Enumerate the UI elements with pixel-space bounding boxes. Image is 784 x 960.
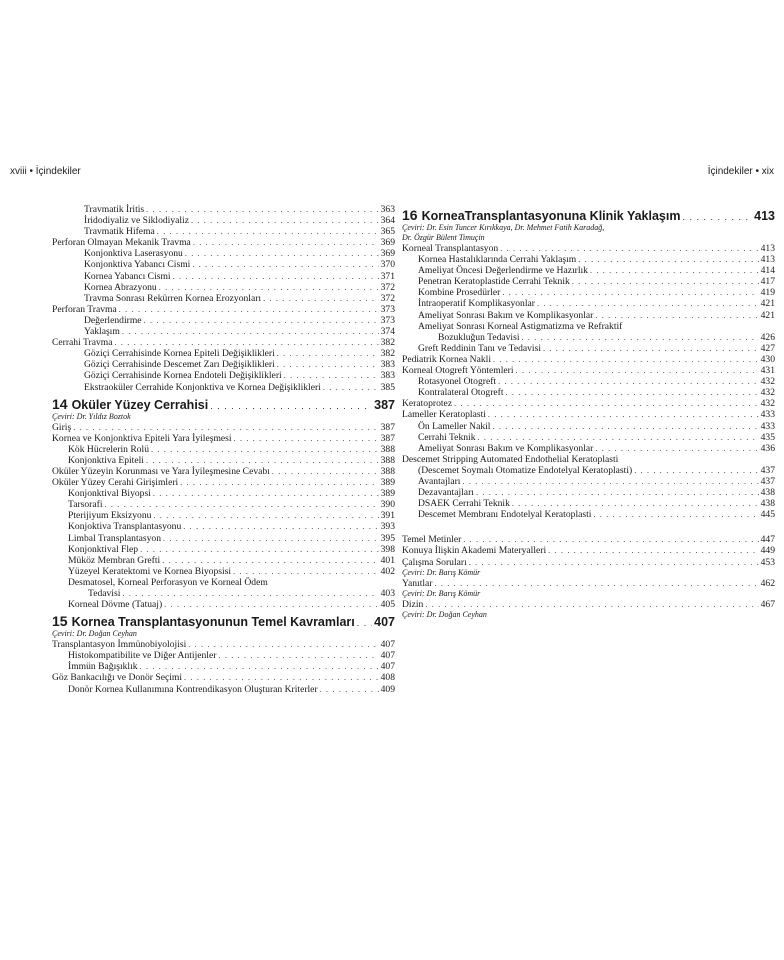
toc-entry-title: Dezavantajları xyxy=(418,487,474,499)
toc-entry-title: Korneal Dövme (Tatuaj) xyxy=(68,599,163,611)
dot-leader xyxy=(284,370,379,381)
dot-leader xyxy=(233,566,379,577)
dot-leader xyxy=(595,310,758,321)
toc-entry xyxy=(52,204,395,215)
dot-leader xyxy=(492,421,758,432)
toc-entry xyxy=(52,237,395,248)
dot-leader xyxy=(323,382,379,393)
dot-leader xyxy=(210,399,372,414)
toc-entry-page: 390 xyxy=(380,499,395,511)
toc-entry-title: Pterijiyum Eksizyonu xyxy=(68,510,152,522)
dot-leader xyxy=(277,359,379,370)
dot-leader xyxy=(191,215,379,226)
toc-entry-title: Descemet Membranı Endotelyal Keratoplasti xyxy=(418,509,592,521)
dot-leader xyxy=(163,533,379,544)
chapter-page: 413 xyxy=(754,209,775,223)
toc-entry-page: 405 xyxy=(380,599,395,611)
toc-entry xyxy=(402,421,775,432)
translator-credit: Çeviri: Dr. Esin Tuncer Kırıkkaya, Dr. Mehmet Fatih Karadağ, xyxy=(402,223,605,232)
toc-entry xyxy=(52,521,395,532)
toc-left-column xyxy=(52,204,395,695)
toc-entry xyxy=(402,409,775,420)
dot-leader xyxy=(320,684,379,695)
toc-entry xyxy=(402,432,775,443)
toc-entry-page: 401 xyxy=(380,554,395,566)
toc-entry-page: 414 xyxy=(760,265,775,277)
toc-entry xyxy=(402,265,775,276)
toc-entry-page: 409 xyxy=(380,683,395,695)
toc-entry-page: 373 xyxy=(380,314,395,326)
toc-entry-page: 371 xyxy=(380,270,395,282)
toc-entry-title: Ön Lameller Nakil xyxy=(418,420,491,432)
dot-leader xyxy=(516,365,759,376)
toc-entry-title: Donör Kornea Kullanımına Kontrendikasyon Oluşturan Kriterler xyxy=(68,683,318,695)
chapter-heading xyxy=(52,614,395,629)
dot-leader xyxy=(500,243,758,254)
toc-entry xyxy=(402,509,775,520)
toc-entry-title: Konjonktiva Laserasyonu xyxy=(84,248,183,260)
toc-entry xyxy=(52,477,395,488)
toc-entry-page: 433 xyxy=(760,420,775,432)
toc-entry-page: 395 xyxy=(380,532,395,544)
toc-entry xyxy=(402,332,775,343)
dot-leader xyxy=(164,599,378,610)
toc-entry-title: Konjonktival Biyopsi xyxy=(68,488,151,500)
toc-entry xyxy=(52,359,395,370)
toc-entry-title: Kornea Abrazyonu xyxy=(84,281,157,293)
toc-entry-title: Bozukluğun Tedavisi xyxy=(438,331,520,343)
toc-entry xyxy=(402,398,775,409)
toc-entry-page: 389 xyxy=(380,488,395,500)
toc-entry-title: Konjoktiva Transplantasyonu xyxy=(68,521,182,533)
toc-entry-title: Histokompatibilite ve Diğer Antijenler xyxy=(68,650,217,662)
toc-entry-page: 364 xyxy=(380,215,395,227)
toc-entry xyxy=(402,443,775,454)
translator-credit: Çeviri: Dr. Barış Kömür xyxy=(402,588,481,598)
toc-entry xyxy=(402,376,775,387)
toc-entry xyxy=(402,287,775,298)
toc-entry-title: Kontralateral Otogreft xyxy=(418,387,504,399)
dot-leader xyxy=(140,544,379,555)
dot-leader xyxy=(153,510,378,521)
dot-leader xyxy=(277,348,379,359)
dot-leader xyxy=(183,521,378,532)
toc-entry-page: 387 xyxy=(380,421,395,433)
toc-entry xyxy=(402,454,775,465)
toc-entry-title: Konjonktival Flep xyxy=(68,543,139,555)
toc-entry xyxy=(52,499,395,510)
toc-entry-title: Pediatrik Kornea Nakli xyxy=(402,353,491,365)
toc-entry-title: Lameller Keratoplasti xyxy=(402,409,486,421)
dot-leader xyxy=(498,376,759,387)
toc-entry-title: Giriş xyxy=(52,421,72,433)
dot-leader xyxy=(73,422,378,433)
toc-entry-title: Tarsorafi xyxy=(68,499,103,511)
toc-entry xyxy=(402,476,775,487)
toc-entry xyxy=(52,588,395,599)
toc-entry xyxy=(402,545,775,556)
toc-entry-title: Ameliyat Sonrası Bakım ve Komplikasyonlar xyxy=(418,442,594,454)
toc-entry-page: 407 xyxy=(380,650,395,662)
dot-leader xyxy=(192,259,378,270)
toc-entry-title: DSAEK Cerrahi Teknik xyxy=(418,498,510,510)
toc-entry-page: 432 xyxy=(760,398,775,410)
toc-entry-page: 385 xyxy=(380,381,395,393)
dot-leader xyxy=(193,237,379,248)
translator-credit: Çeviri: Dr. Doğan Ceyhan xyxy=(402,609,487,619)
toc-entry-page: 421 xyxy=(760,309,775,321)
dot-leader xyxy=(593,509,758,520)
toc-entry xyxy=(402,578,775,589)
toc-entry-title: İntraoperatif Komplikasyonlar xyxy=(418,298,535,310)
toc-entry-page: 438 xyxy=(760,487,775,499)
toc-entry-page: 363 xyxy=(380,204,395,215)
dot-leader xyxy=(682,210,752,225)
chapter-number: 15 xyxy=(52,613,68,630)
toc-entry-title: Ameliyat Sonrası Bakım ve Komplikasyonlar xyxy=(418,309,594,321)
toc-entry-page: 369 xyxy=(380,237,395,249)
toc-entry xyxy=(52,544,395,555)
toc-entry-title: Kombine Prosedürler xyxy=(418,287,501,299)
toc-entry xyxy=(402,343,775,354)
toc-entry-page: 393 xyxy=(380,521,395,533)
toc-entry xyxy=(402,557,775,568)
toc-entry-title: Oküler Yüzeyin Korunması ve Yara İyileşmesine Cevabı xyxy=(52,465,270,477)
toc-entry xyxy=(52,650,395,661)
toc-entry xyxy=(402,498,775,509)
toc-entry-title: Konjonktiva Epiteli xyxy=(68,454,144,466)
toc-entry xyxy=(52,672,395,683)
toc-entry xyxy=(402,276,775,287)
toc-entry-page: 391 xyxy=(380,510,395,522)
dot-leader xyxy=(463,534,758,545)
toc-entry-page: 407 xyxy=(380,661,395,673)
toc-entry xyxy=(52,639,395,650)
toc-entry xyxy=(52,488,395,499)
toc-entry xyxy=(52,433,395,444)
toc-entry-title: Penetran Keratoplastide Cerrahi Teknik xyxy=(418,276,570,288)
dot-leader xyxy=(185,248,379,259)
toc-entry-page: 432 xyxy=(760,387,775,399)
toc-entry xyxy=(402,321,775,332)
toc-entry-page: 437 xyxy=(760,464,775,476)
toc-entry-title: Cerrahi Teknik xyxy=(418,431,476,443)
dot-leader xyxy=(522,332,759,343)
toc-entry-title: (Descemet Soymalı Otomatize Endotelyal Keratoplasti) xyxy=(418,464,633,476)
dot-leader xyxy=(478,432,759,443)
toc-entry-title: Korneal Transplantasyon xyxy=(402,243,499,254)
toc-entry-title: Kök Hücrelerin Rolü xyxy=(68,443,149,455)
toc-entry-title: Transplantasyon İmmünobiyolojisi xyxy=(52,639,187,651)
toc-entry-page: 389 xyxy=(380,477,395,489)
dot-leader xyxy=(180,477,378,488)
chapter-heading xyxy=(402,208,775,223)
chapter-heading xyxy=(52,397,395,412)
toc-entry-page: 417 xyxy=(760,276,775,288)
toc-entry-title: Müköz Membran Grefti xyxy=(68,554,161,566)
toc-entry-page: 383 xyxy=(380,359,395,371)
toc-entry-title: İridodiyaliz ve Siklodiyaliz xyxy=(84,215,189,227)
toc-entry-title: Cerrahi Travma xyxy=(52,337,113,349)
toc-entry xyxy=(52,215,395,226)
toc-entry-title: Travmatik İritis xyxy=(84,204,145,215)
toc-entry-title: Tedavisi xyxy=(88,588,121,599)
toc-entry xyxy=(402,487,775,498)
toc-entry-page: 398 xyxy=(380,543,395,555)
toc-entry-title: Limbal Transplantasyon xyxy=(68,532,162,544)
toc-entry-title: Göziçi Cerrahisinde Descemet Zarı Değişiklikleri xyxy=(84,359,275,371)
chapter-title: Kornea Transplantasyonunun Temel Kavramları xyxy=(71,615,355,630)
chapter-page: 407 xyxy=(374,615,395,630)
dot-leader xyxy=(157,226,379,237)
toc-entry xyxy=(52,684,395,695)
dot-leader xyxy=(634,465,758,476)
toc-entry-title: Descemet Stripping Automated Endothelial Keratoplasti xyxy=(402,453,619,465)
toc-entry-title: Konuya İlişkin Akademi Materyalleri xyxy=(402,545,547,557)
dot-leader xyxy=(146,455,379,466)
toc-entry-page: 402 xyxy=(380,565,395,577)
toc-entry-title: Kornea ve Konjonktiva Epiteli Yara İyileşmesi xyxy=(52,432,232,444)
toc-entry xyxy=(52,326,395,337)
toc-entry-page: 388 xyxy=(380,443,395,455)
dot-leader xyxy=(119,304,379,315)
dot-leader xyxy=(144,315,379,326)
toc-entry-title: Temel Metinler xyxy=(402,534,462,546)
toc-entry-title: Konjonktiva Yabancı Cismi xyxy=(84,259,191,271)
dot-leader xyxy=(272,466,379,477)
toc-entry xyxy=(52,510,395,521)
toc-entry-page: 421 xyxy=(760,298,775,310)
toc-entry-page: 437 xyxy=(760,475,775,487)
toc-entry-page: 369 xyxy=(380,248,395,260)
translator-credit: Çeviri: Dr. Barış Kömür xyxy=(402,567,481,577)
toc-entry-page: 408 xyxy=(380,672,395,684)
dot-leader xyxy=(572,276,759,287)
dot-leader xyxy=(218,650,378,661)
toc-entry xyxy=(52,466,395,477)
dot-leader xyxy=(159,282,379,293)
dot-leader xyxy=(162,555,378,566)
toc-entry xyxy=(52,422,395,433)
dot-leader xyxy=(476,487,759,498)
toc-entry-title: Kornea Hastalıklarında Cerrahi Yaklaşım xyxy=(418,254,577,266)
toc-entry-title: Perforan Travma xyxy=(52,303,117,315)
toc-entry-title: Rotasyonel Otogreft xyxy=(418,376,497,388)
toc-entry-title: Göz Bankacılığı ve Donör Seçimi xyxy=(52,672,183,684)
toc-entry xyxy=(52,533,395,544)
toc-entry-page: 433 xyxy=(760,409,775,421)
toc-entry-page: 432 xyxy=(760,376,775,388)
dot-leader xyxy=(595,443,758,454)
chapter-number: 14 xyxy=(52,395,68,412)
dot-leader xyxy=(263,293,379,304)
toc-entry-title: Yanıtlar xyxy=(402,577,433,589)
toc-entry xyxy=(52,248,395,259)
running-head-left: xviii • İçindekiler xyxy=(10,166,81,177)
dot-leader xyxy=(590,265,759,276)
translator-credit: Çeviri: Dr. Doğan Ceyhan xyxy=(52,629,137,639)
dot-leader xyxy=(357,616,372,631)
toc-entry-page: 427 xyxy=(760,342,775,354)
toc-entry xyxy=(52,304,395,315)
dot-leader xyxy=(543,343,759,354)
toc-entry-title: Travma Sonrası Rekürren Kornea Erozyonları xyxy=(84,292,262,304)
toc-entry-title: Greft Reddinin Tanı ve Tedavisi xyxy=(418,342,541,354)
toc-entry-page: 374 xyxy=(380,326,395,338)
toc-entry xyxy=(52,271,395,282)
dot-leader xyxy=(488,409,759,420)
dot-leader xyxy=(506,387,759,398)
dot-leader xyxy=(151,444,379,455)
dot-leader xyxy=(462,476,758,487)
toc-entry xyxy=(52,555,395,566)
toc-entry xyxy=(402,310,775,321)
running-head-right: İçindekiler • xix xyxy=(707,166,774,177)
toc-entry xyxy=(52,293,395,304)
toc-entry-page: 370 xyxy=(380,259,395,271)
toc-entry-title: Avantajları xyxy=(418,475,461,487)
toc-entry xyxy=(402,534,775,545)
toc-entry xyxy=(52,370,395,381)
toc-entry-title: Oküler Yüzey Cerahi Girişimleri xyxy=(52,477,179,489)
toc-entry-page: 445 xyxy=(760,509,775,521)
dot-leader xyxy=(469,557,759,568)
toc-entry xyxy=(402,365,775,376)
toc-entry xyxy=(52,382,395,393)
toc-entry-title: Göziçi Cerrahisinde Kornea Epiteli Değişiklikleri xyxy=(84,348,275,360)
toc-entry-page: 372 xyxy=(380,281,395,293)
toc-entry xyxy=(52,577,395,588)
dot-leader xyxy=(548,545,758,556)
chapter-page: 387 xyxy=(374,397,395,412)
dot-leader xyxy=(153,488,379,499)
dot-leader xyxy=(115,337,379,348)
toc-entry xyxy=(52,661,395,672)
dot-leader xyxy=(512,498,759,509)
toc-entry-page: 383 xyxy=(380,370,395,382)
toc-entry-page: 413 xyxy=(760,243,775,254)
toc-entry-title: Göziçi Cerrahisinde Kornea Endoteli Değişiklikleri xyxy=(84,370,282,382)
dot-leader xyxy=(454,398,759,409)
toc-entry-page: 430 xyxy=(760,353,775,365)
toc-entry-page: 373 xyxy=(380,303,395,315)
chapter-title: KorneaTransplantasyonuna Klinik Yaklaşım xyxy=(421,209,681,223)
toc-entry-page: 372 xyxy=(380,292,395,304)
toc-entry xyxy=(52,315,395,326)
dot-leader xyxy=(140,661,379,672)
toc-entry-page: 453 xyxy=(760,556,775,568)
toc-entry xyxy=(52,599,395,610)
toc-entry-page: 419 xyxy=(760,287,775,299)
dot-leader xyxy=(146,204,378,215)
toc-entry xyxy=(402,387,775,398)
toc-entry xyxy=(52,259,395,270)
toc-entry-page: 435 xyxy=(760,431,775,443)
chapter-title: Oküler Yüzey Cerrahisi xyxy=(71,397,209,412)
toc-entry-title: Yüzeyel Keratektomi ve Kornea Biyopsisi xyxy=(68,565,232,577)
toc-entry-title: Korneal Otogreft Yöntemleri xyxy=(402,365,514,377)
section-spacer xyxy=(402,520,775,534)
toc-entry-title: Ameliyat Öncesi Değerlendirme ve Hazırlık xyxy=(418,265,588,277)
toc-entry-page: 447 xyxy=(760,534,775,546)
toc-right-column xyxy=(402,204,775,620)
toc-entry-page: 388 xyxy=(380,454,395,466)
toc-entry-title: Kornea Yabancı Cismi xyxy=(84,270,171,282)
toc-entry-title: Değerlendirme xyxy=(84,314,142,326)
toc-entry xyxy=(52,566,395,577)
dot-leader xyxy=(502,287,758,298)
toc-entry-page: 403 xyxy=(380,588,395,599)
toc-entry-page: 413 xyxy=(760,254,775,266)
dot-leader xyxy=(105,499,379,510)
dot-leader xyxy=(122,588,378,599)
toc-entry-page: 382 xyxy=(380,337,395,349)
toc-entry xyxy=(402,465,775,476)
toc-entry-page: 436 xyxy=(760,442,775,454)
dot-leader xyxy=(493,354,759,365)
toc-entry-title: Perforan Olmayan Mekanik Travma xyxy=(52,237,191,249)
toc-entry-page: 467 xyxy=(760,598,775,610)
toc-entry-page: 438 xyxy=(760,498,775,510)
toc-entry-page: 426 xyxy=(760,331,775,343)
dot-leader xyxy=(234,433,379,444)
toc-entry-page: 387 xyxy=(380,432,395,444)
toc-entry xyxy=(402,243,775,254)
dot-leader xyxy=(578,254,758,265)
dot-leader xyxy=(173,271,379,282)
toc-entry xyxy=(52,337,395,348)
toc-entry-page: 365 xyxy=(380,226,395,238)
dot-leader xyxy=(122,326,379,337)
toc-entry-page: 407 xyxy=(380,639,395,651)
toc-entry xyxy=(402,599,775,610)
toc-entry xyxy=(52,455,395,466)
dot-leader xyxy=(434,578,758,589)
translator-credit: Dr. Özgür Bülent Timuçin xyxy=(402,233,485,242)
toc-entry-title: Keratoprotez xyxy=(402,398,453,410)
toc-entry-title: Çalışma Soruları xyxy=(402,556,467,568)
toc-entry-title: İmmün Bağışıklık xyxy=(68,661,138,673)
toc-entry-title: Ameliyat Sonrası Korneal Astigmatizma ve Refraktif xyxy=(418,320,623,332)
toc-entry-page: 449 xyxy=(760,545,775,557)
toc-entry-title: Dizin xyxy=(402,598,424,610)
toc-entry-title: Travmatik Hifema xyxy=(84,226,155,238)
toc-entry-title: Desmatosel, Korneal Perforasyon ve Korneal Ödem xyxy=(68,576,268,588)
toc-entry xyxy=(52,444,395,455)
toc-entry-page: 382 xyxy=(380,348,395,360)
dot-leader xyxy=(188,639,378,650)
toc-entry-title: Ekstraoküler Cerrahide Konjonktiva ve Kornea Değişiklikleri xyxy=(84,381,321,393)
toc-entry-page: 388 xyxy=(380,465,395,477)
toc-entry xyxy=(52,282,395,293)
dot-leader xyxy=(425,599,758,610)
dot-leader xyxy=(184,672,379,683)
toc-entry xyxy=(402,254,775,265)
toc-entry-page: 431 xyxy=(760,365,775,377)
toc-entry-page: 462 xyxy=(760,577,775,589)
toc-entry xyxy=(402,298,775,309)
toc-entry xyxy=(52,348,395,359)
translator-credit: Çeviri: Dr. Yıldız Boztok xyxy=(52,411,131,421)
toc-entry xyxy=(402,354,775,365)
toc-entry-title: Yaklaşım xyxy=(84,326,120,338)
chapter-number: 16 xyxy=(402,207,418,223)
toc-entry xyxy=(52,226,395,237)
dot-leader xyxy=(537,298,759,309)
